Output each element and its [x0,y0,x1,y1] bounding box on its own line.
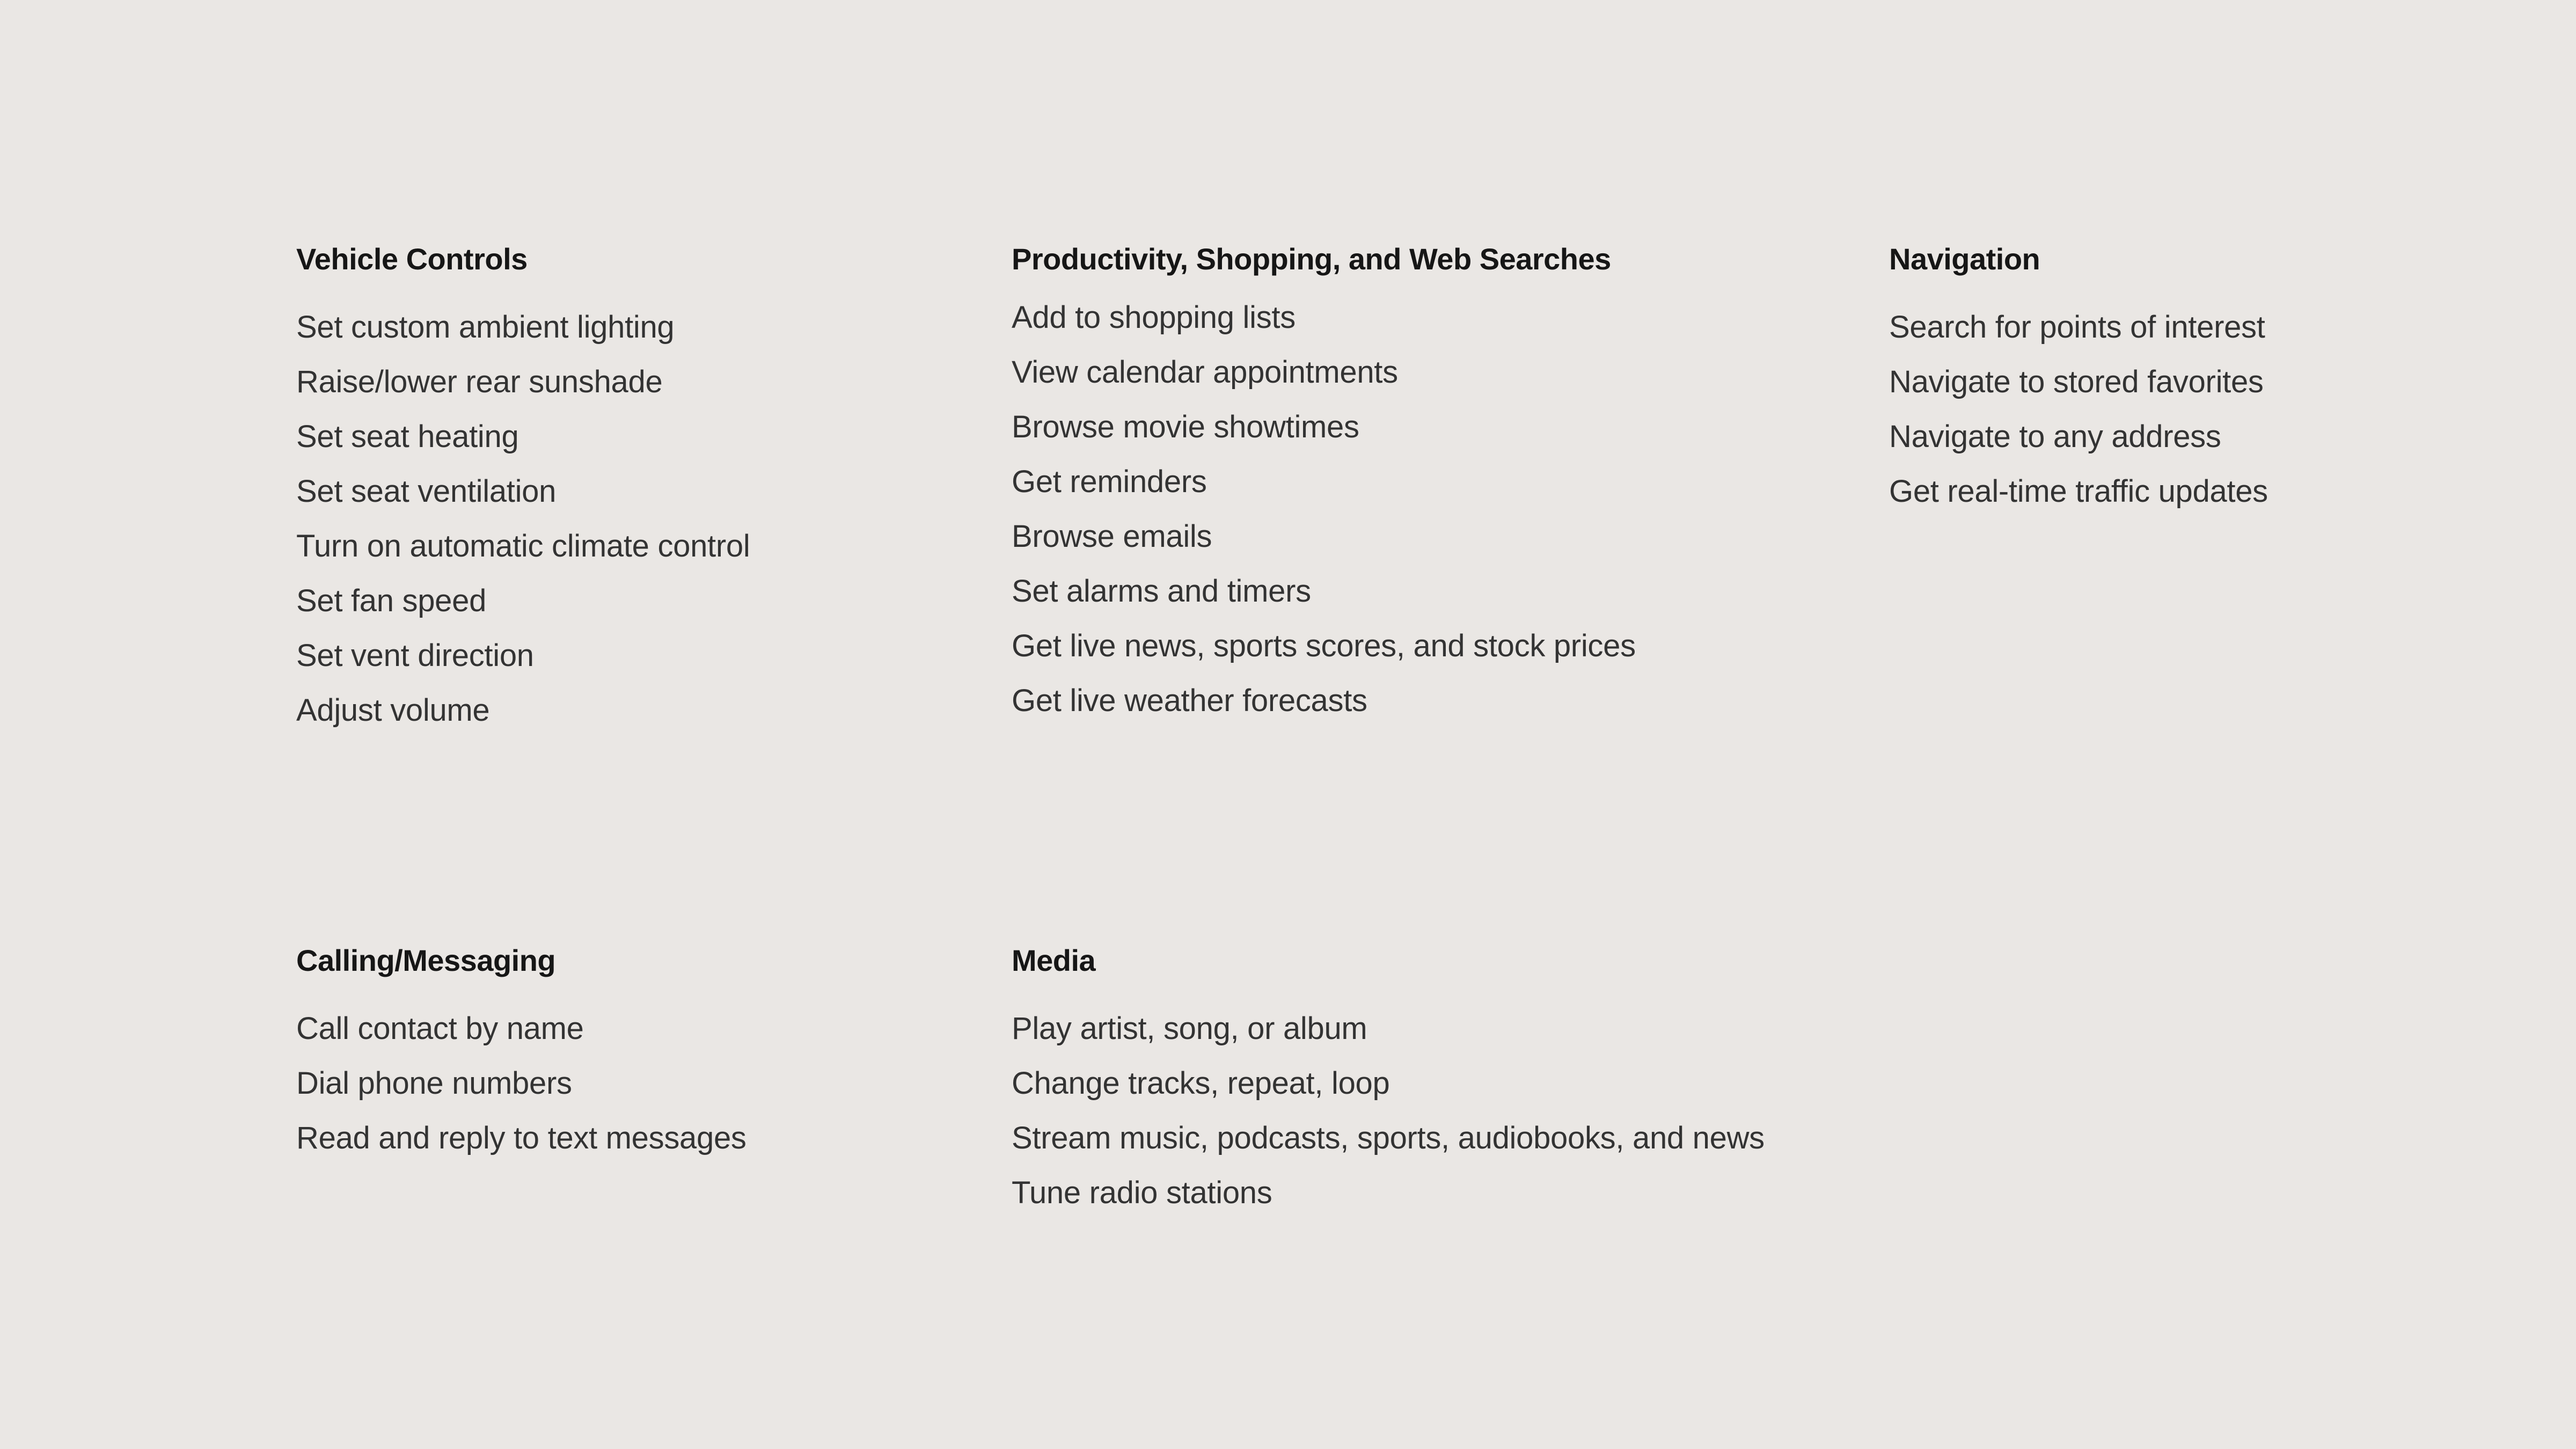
list-item: Browse movie showtimes [1012,409,1359,444]
feature-list [1889,300,2268,519]
list-item: Search for points of interest [1889,310,2265,345]
list-item: Get real-time traffic updates [1889,474,2268,509]
list-item: Tune radio stations [1012,1175,1272,1210]
list-item: Read and reply to text messages [296,1121,747,1155]
list-item: Navigate to any address [1889,419,2221,454]
section-title: Vehicle Controls [296,242,528,276]
list-item: Dial phone numbers [296,1066,572,1101]
section-navigation [1889,244,2268,519]
list-item: Browse emails [1012,519,1212,554]
list-item: Set seat ventilation [296,474,557,509]
section-title: Media [1012,943,1096,977]
feature-list [1012,1001,1765,1220]
list-item: Adjust volume [296,693,490,728]
list-item: Change tracks, repeat, loop [1012,1066,1390,1101]
list-item: Set vent direction [296,638,534,673]
section-title: Navigation [1889,242,2040,276]
section-calling-messaging [296,943,747,1166]
feature-list [296,300,750,738]
list-item: Call contact by name [296,1011,584,1046]
list-item: Set fan speed [296,583,487,618]
list-item: Get reminders [1012,464,1207,499]
section-title: Productivity, Shopping, and Web Searches [1012,242,1611,276]
list-item: Set alarms and timers [1012,574,1311,609]
list-item: Stream music, podcasts, sports, audiobooks, and news [1012,1121,1765,1155]
list-item: View calendar appointments [1012,355,1398,390]
list-item: Navigate to stored favorites [1889,364,2264,399]
feature-list [1012,290,1636,728]
list-item: Get live news, sports scores, and stock prices [1012,628,1636,663]
section-vehicle-controls [296,244,750,738]
section-media [1012,943,1765,1220]
section-productivity [1012,244,1636,728]
list-item: Raise/lower rear sunshade [296,364,663,399]
list-item: Play artist, song, or album [1012,1011,1367,1046]
list-item: Set seat heating [296,419,519,454]
list-item: Turn on automatic climate control [296,529,750,564]
list-item: Set custom ambient lighting [296,310,675,345]
list-item: Add to shopping lists [1012,300,1296,335]
list-item: Get live weather forecasts [1012,683,1367,718]
section-title: Calling/Messaging [296,943,556,977]
feature-list [296,1001,747,1166]
